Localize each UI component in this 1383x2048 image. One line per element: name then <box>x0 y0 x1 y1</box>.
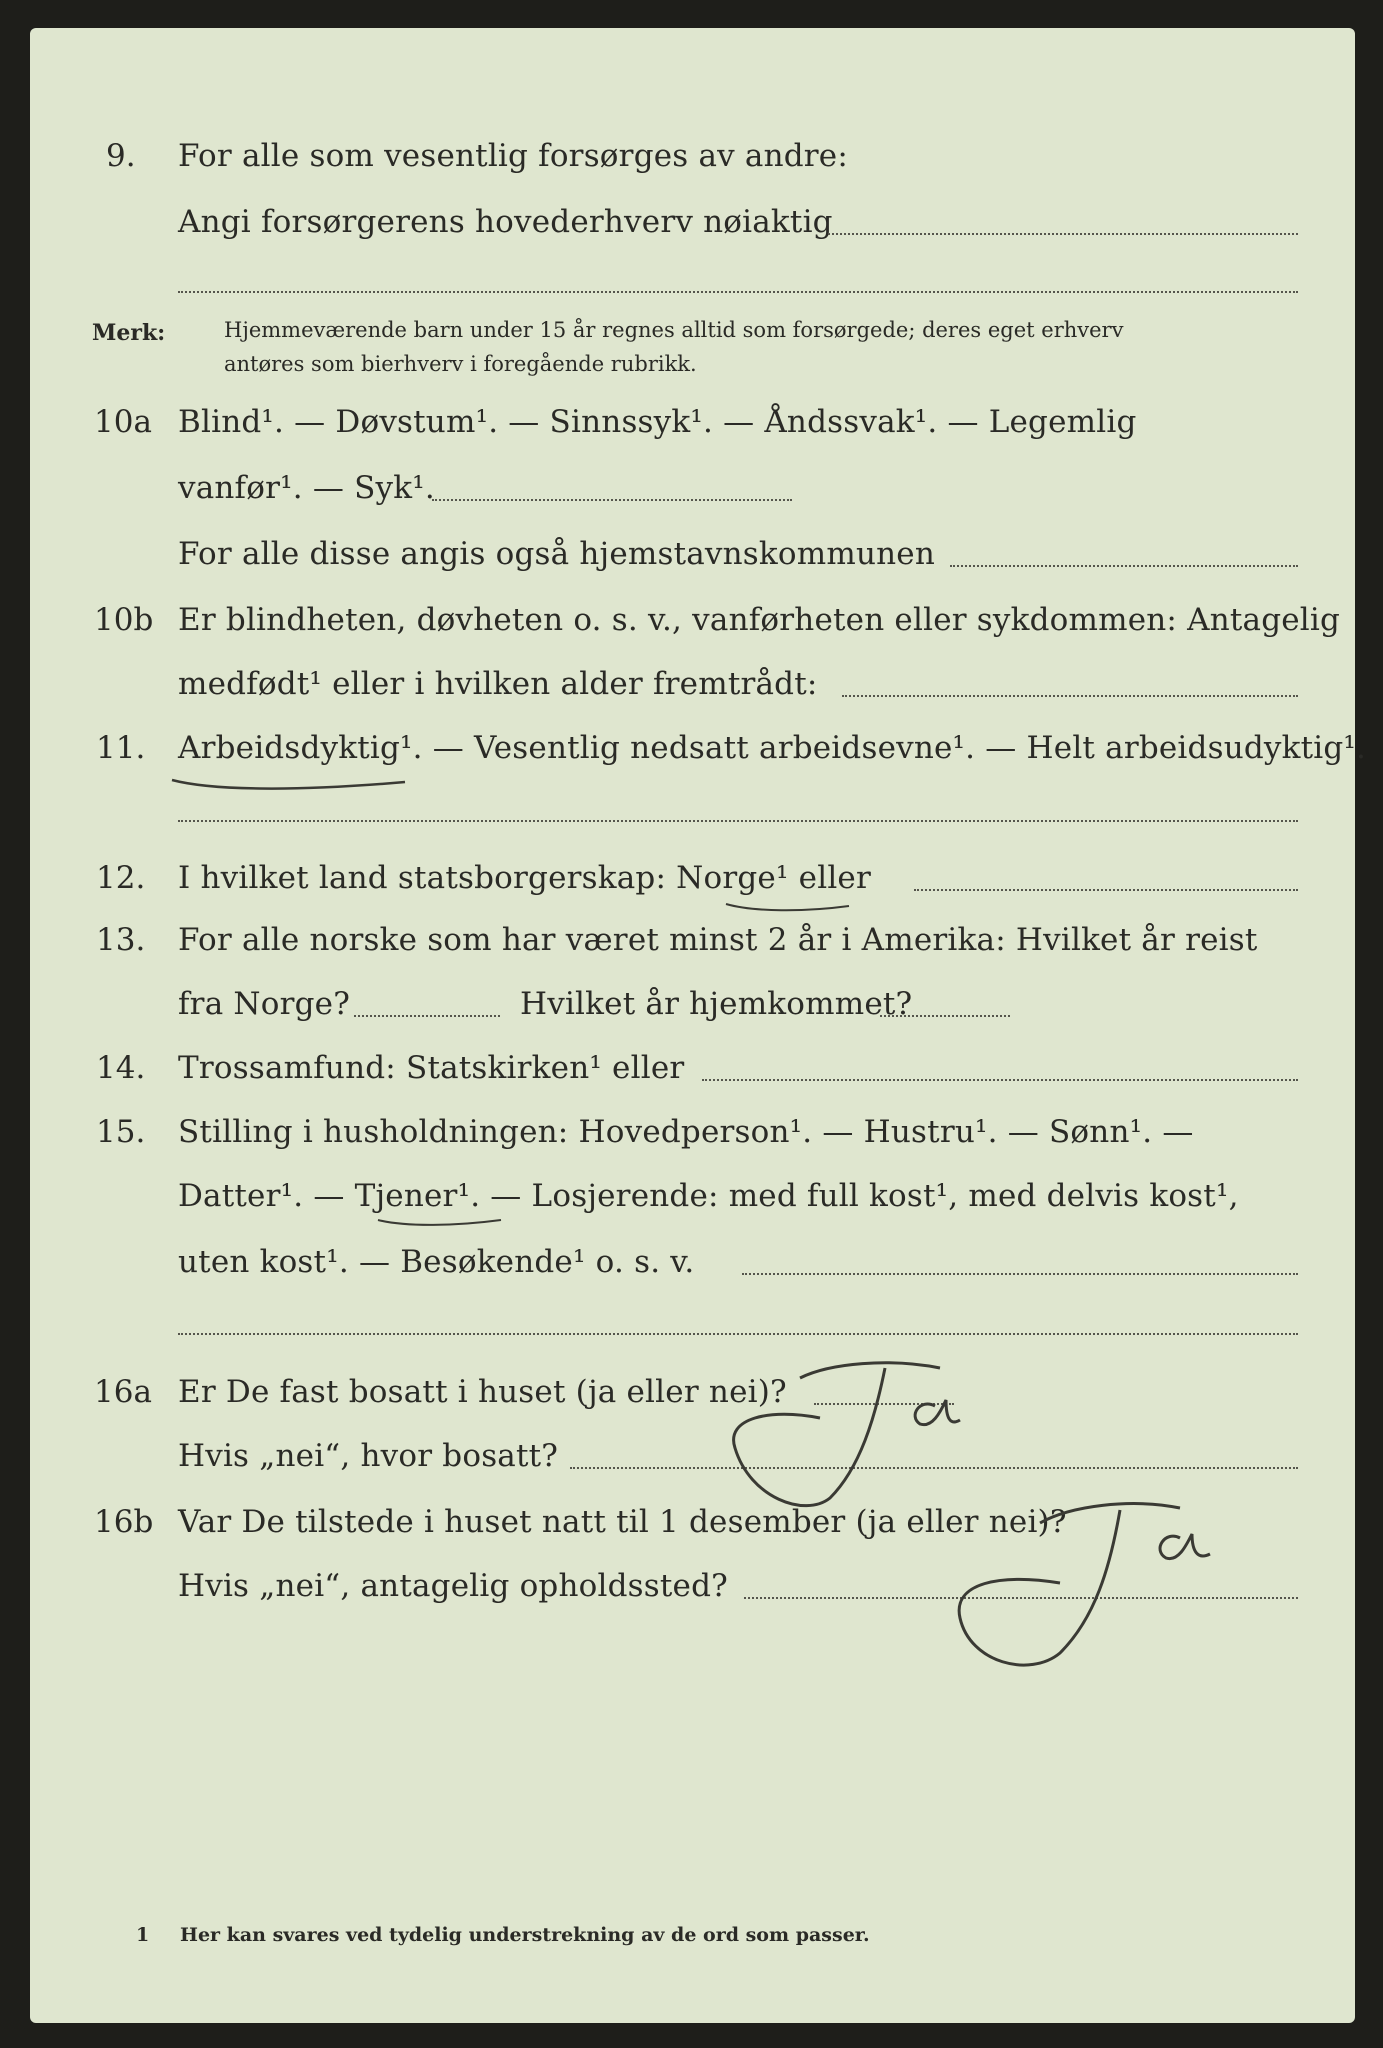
merk-label: Merk: <box>92 320 166 346</box>
q10a-text-line1: Blind¹. — Døvstum¹. — Sinnssyk¹. — Åndssvak¹. — Legemlig <box>178 404 1137 440</box>
q10b-number: 10b <box>94 602 154 638</box>
q15-text-line1: Stilling i husholdningen: Hovedperson¹. — Hustru¹. — Sønn¹. — <box>178 1114 1194 1150</box>
q15-text-line2: Datter¹. — Tjener¹. — Losjerende: med full kost¹, med delvis kost¹, <box>178 1178 1239 1214</box>
footnote-text: Her kan svares ved tydelig understrekning av de ord som passer. <box>180 1924 870 1946</box>
q11-text-line1: Arbeidsdyktig¹. — Vesentlig nedsatt arbeidsevne¹. — Helt arbeidsudyktig¹. <box>178 730 1367 766</box>
q10a-text-line3: For alle disse angis også hjemstavnskommunen <box>178 536 935 572</box>
footnote-mark: 1 <box>136 1924 150 1946</box>
q16a-text-line2: Hvis „nei“, hvor bosatt? <box>178 1438 559 1474</box>
q12-text-line1: I hvilket land statsborgerskap: Norge¹ eller <box>178 860 871 896</box>
q16a-text-line1: Er De fast bosatt i huset (ja eller nei)? <box>178 1374 787 1410</box>
q15-number: 15. <box>96 1114 146 1150</box>
q12-number: 12. <box>96 860 146 896</box>
q9-answer-line-2[interactable] <box>178 291 1298 293</box>
q13-number: 13. <box>96 922 146 958</box>
q11-number: 11. <box>96 730 146 766</box>
q13-text-line2a: fra Norge? <box>178 986 351 1022</box>
q10b-text-line2: medfødt¹ eller i hvilken alder fremtrådt: <box>178 666 818 702</box>
q10b-answer-line[interactable] <box>842 695 1298 697</box>
q14-text-line1: Trossamfund: Statskirken¹ eller <box>178 1050 685 1086</box>
q9-number: 9. <box>106 138 136 174</box>
q11-underline-mark <box>170 768 410 798</box>
q16b-text-line2: Hvis „nei“, antagelig opholdssted? <box>178 1568 728 1604</box>
q10a-kommune-answer-line[interactable] <box>950 565 1298 567</box>
q16b-text-line1: Var De tilstede i huset natt til 1 desember (ja eller nei)? <box>178 1504 1067 1540</box>
q15-answer-line[interactable] <box>742 1273 1298 1275</box>
merk-text-line2: antøres som bierhverv i foregående rubrikk. <box>224 352 697 376</box>
q12-answer-line[interactable] <box>914 889 1298 891</box>
q9-text-line1: For alle som vesentlig forsørges av andre: <box>178 138 848 174</box>
q10a-number: 10a <box>94 404 152 440</box>
q13-text-line2b: Hvilket år hjemkommet? <box>520 986 913 1022</box>
q9-text-line2: Angi forsørgerens hovederhverv nøiaktig <box>178 204 833 240</box>
census-form-page <box>30 28 1367 2023</box>
q10a-syk-answer-line[interactable] <box>432 499 792 501</box>
q14-answer-line[interactable] <box>702 1079 1298 1081</box>
q13-hjemkommet-answer-line[interactable] <box>880 1015 1010 1017</box>
q16a-number: 16a <box>94 1374 152 1410</box>
q13-reist-answer-line[interactable] <box>354 1015 500 1017</box>
q14-number: 14. <box>96 1050 146 1086</box>
merk-text-line1: Hjemmeværende barn under 15 år regnes alltid som forsørgede; deres eget erhverv <box>224 318 1124 342</box>
q10b-text-line1: Er blindheten, døvheten o. s. v., vanførheten eller sykdommen: Antagelig <box>178 602 1341 638</box>
q16b-number: 16b <box>94 1504 154 1540</box>
q16b-handwritten-answer <box>930 1468 1270 1698</box>
q9-answer-line[interactable] <box>828 233 1298 235</box>
q12-underline-mark <box>724 898 854 918</box>
q10a-text-line2: vanfør¹. — Syk¹. <box>178 470 435 506</box>
q11-answer-line[interactable] <box>178 820 1298 822</box>
q15-text-line3: uten kost¹. — Besøkende¹ o. s. v. <box>178 1244 695 1280</box>
q15-underline-mark <box>376 1214 506 1234</box>
q13-text-line1: For alle norske som har været minst 2 år i Amerika: Hvilket år reist <box>178 922 1258 958</box>
